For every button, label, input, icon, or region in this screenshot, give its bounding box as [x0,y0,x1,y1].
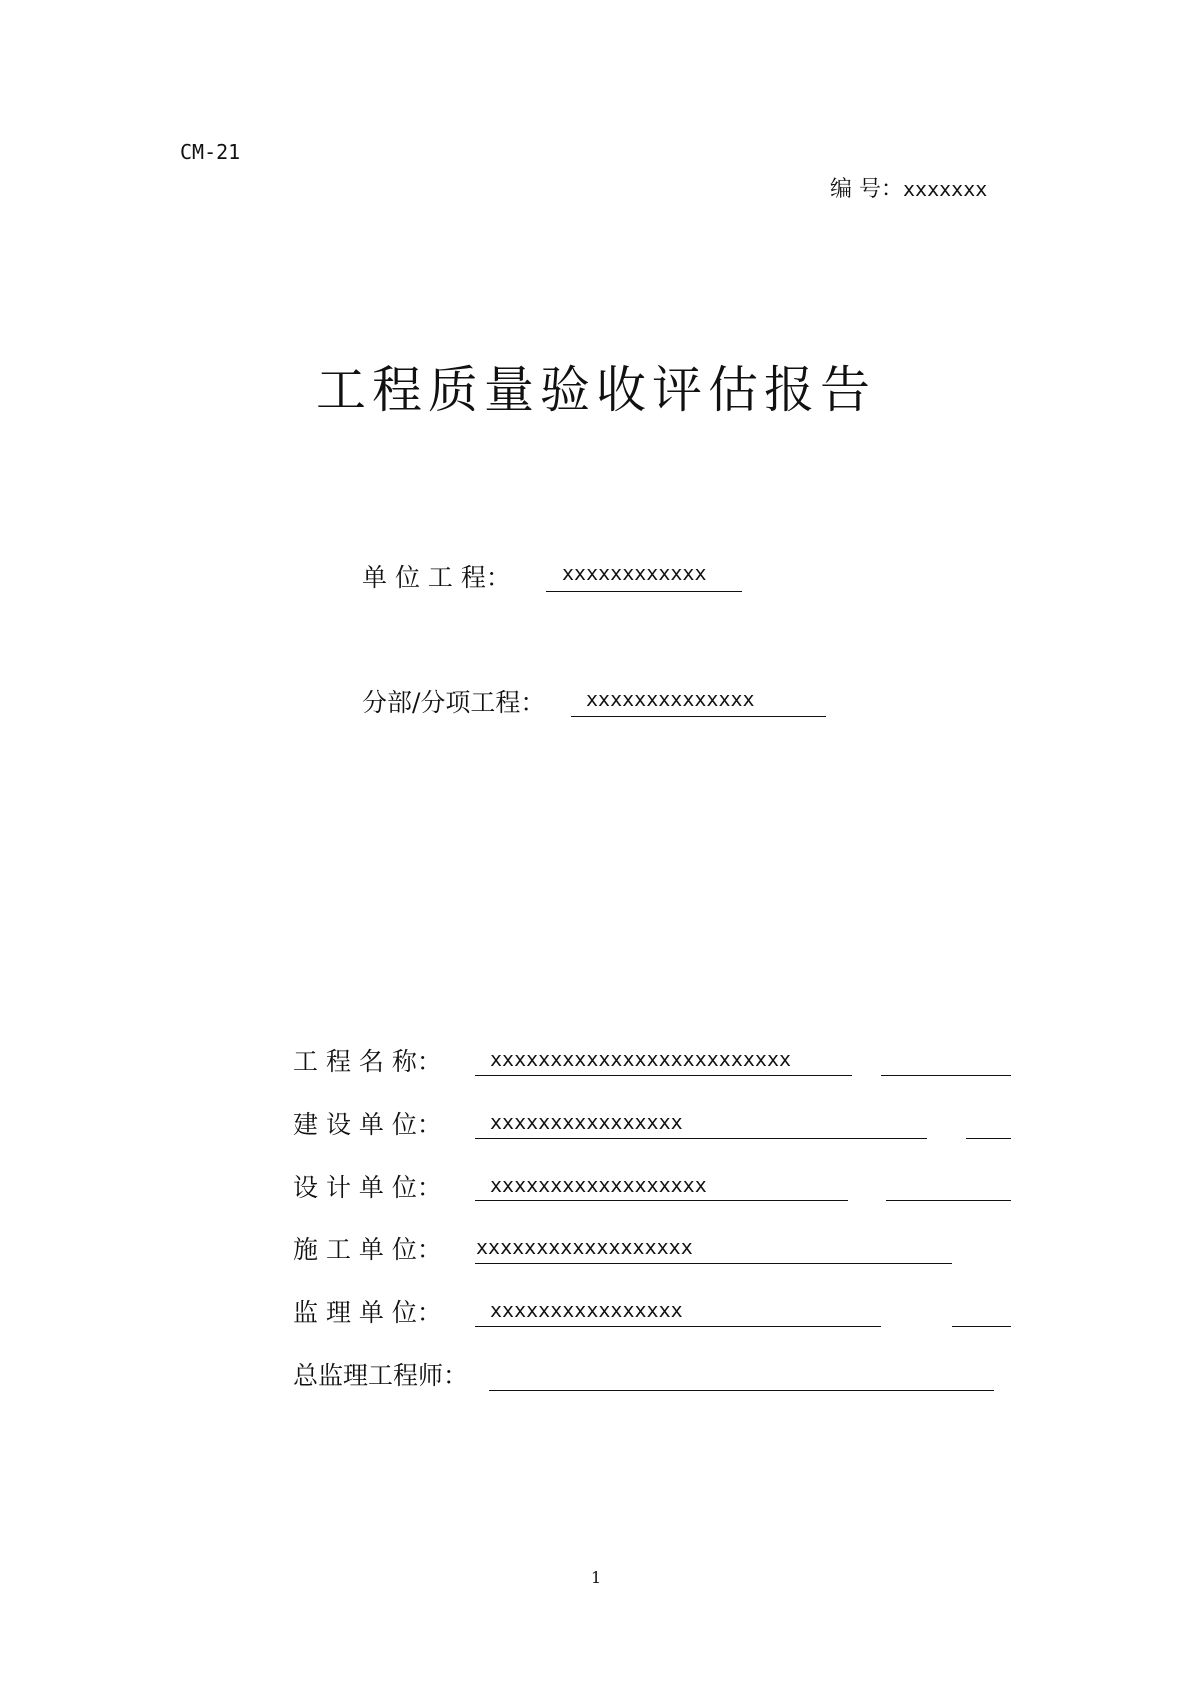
project-name-underline-extra [881,1075,1011,1076]
project-name-value: xxxxxxxxxxxxxxxxxxxxxxxxx [490,1047,792,1071]
serial-number [830,172,987,203]
form-code: CM-21 [180,140,241,164]
unit-project-label: 单 位 工 程： [362,563,511,592]
project-name-underline [475,1075,852,1076]
contractor-underline [475,1263,952,1264]
contractor-label: 施 工 单 位： [293,1235,442,1264]
serial-label: 编 号： [830,177,903,202]
designer-value: xxxxxxxxxxxxxxxxxx [490,1173,707,1197]
owner-label: 建 设 单 位： [293,1110,442,1139]
supervisor-underline-extra [952,1326,1011,1327]
sub-project-value: xxxxxxxxxxxxxx [586,687,755,711]
chief-engineer-label: 总监理工程师： [293,1361,469,1390]
unit-project-underline [546,591,742,592]
sub-project-underline [571,716,826,717]
owner-value: xxxxxxxxxxxxxxxx [490,1110,683,1134]
sub-project-label: 分部/分项工程： [362,688,546,717]
designer-label: 设 计 单 位： [293,1173,442,1202]
supervisor-value: xxxxxxxxxxxxxxxx [490,1298,683,1322]
chief-engineer-underline [489,1390,994,1391]
owner-underline [475,1138,927,1139]
page-number: 1 [591,1568,602,1587]
serial-value: xxxxxxx [903,177,988,201]
supervisor-underline [475,1326,881,1327]
project-name-label: 工 程 名 称： [293,1047,442,1076]
contractor-value: xxxxxxxxxxxxxxxxxx [476,1235,693,1259]
document-title: 工程质量验收评估报告 [316,361,876,419]
supervisor-label: 监 理 单 位： [293,1298,442,1327]
owner-underline-extra [966,1138,1011,1139]
designer-underline-extra [886,1200,1011,1201]
designer-underline [475,1200,848,1201]
unit-project-value: xxxxxxxxxxxx [562,561,707,585]
